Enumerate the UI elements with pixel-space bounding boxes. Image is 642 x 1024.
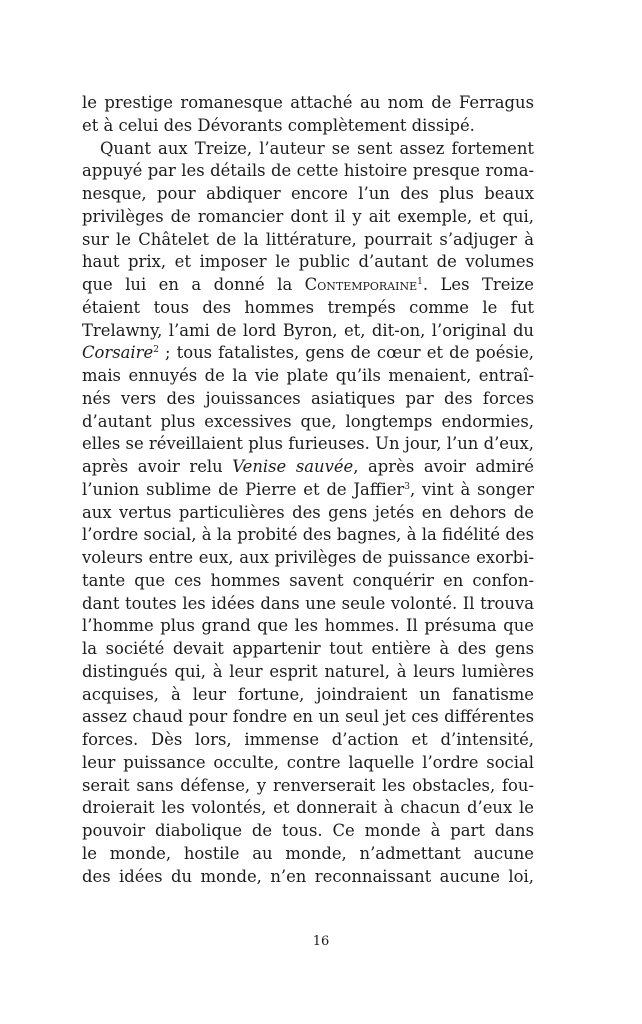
text-run: tante que ces hommes savent conquérir en confon- (82, 570, 534, 590)
text-run: droierait les volontés, et donnerait à chacun d’eux le (82, 798, 534, 818)
text-line (82, 138, 534, 161)
text-line (82, 866, 534, 889)
book-page-body (82, 92, 534, 888)
paragraph-text (82, 92, 534, 888)
footnote-marker: 1 (417, 277, 423, 287)
text-line (82, 729, 534, 752)
text-line (82, 524, 534, 547)
text-line (82, 388, 534, 411)
text-line (82, 229, 534, 252)
text-run: étaient tous des hommes trempés comme le fut (82, 297, 534, 317)
text-run: nés vers des jouissances asiatiques par des forces (82, 388, 534, 408)
text-run: la société devait appartenir tout entière à des gens (82, 639, 534, 658)
text-run: l’ordre social, à la probité des bagnes, à la fidélité des (82, 525, 534, 545)
text-line (82, 433, 534, 456)
text-line (82, 251, 534, 274)
text-line (82, 456, 534, 479)
text-line (82, 843, 534, 866)
text-line (82, 297, 534, 320)
text-run: voleurs entre eux, aux privilèges de puissance exorbi- (82, 548, 534, 567)
text-line (82, 365, 534, 388)
page-number: 16 (312, 934, 330, 949)
text-run: leur puissance occulte, contre laquelle l’ordre social (82, 752, 534, 772)
text-run: le monde, hostile au monde, n’admettant aucune (82, 843, 534, 863)
text-run: . Les Treize (422, 275, 535, 294)
text-run: elles se réveillaient plus furieuses. Un jour, l’un d’eux, (82, 434, 534, 454)
text-run: le prestige romanesque attaché au nom de Ferragus (82, 93, 534, 112)
text-run: , vint à songer (409, 479, 534, 499)
text-line (82, 411, 534, 434)
text-run: Trelawny, l’ami de lord Byron, et, dit-on, l’original du (82, 320, 534, 340)
text-line (82, 775, 534, 798)
text-line (82, 342, 534, 365)
text-run: privilèges de romancier dont il y ait exemple, et qui, (82, 206, 534, 226)
footnote-marker: 2 (153, 345, 159, 356)
text-run: serait sans défense, y renverserait les obstacles, fou- (82, 775, 534, 795)
text-run: aux vertus particulières des gens jetés en dehors de (82, 502, 534, 522)
text-line (82, 661, 534, 684)
text-run: mais ennuyés de la vie plate qu’ils menaient, entraî- (82, 366, 534, 385)
text-line (82, 797, 534, 820)
text-run: des idées du monde, n’en reconnaissant aucune loi, (82, 866, 534, 886)
text-line (82, 684, 534, 707)
text-run: pouvoir diabolique de tous. Ce monde à part dans (82, 821, 534, 840)
text-run: après avoir relu (82, 457, 233, 476)
text-run: , après avoir admiré (353, 457, 534, 476)
text-run: ; tous fatalistes, gens de cœur et de poésie, (158, 343, 534, 363)
text-line (82, 502, 534, 525)
small-caps-title: Contemporaine (304, 275, 418, 294)
text-run: appuyé par les détails de cette histoire presque roma- (82, 161, 534, 181)
italic-title: Corsaire (82, 343, 154, 363)
text-run: sur le Châtelet de la littérature, pourrait s’adjuger à (82, 229, 534, 249)
text-line (82, 615, 534, 638)
text-run: que lui en a donné la (82, 275, 305, 294)
text-run: Quant aux Treize, l’auteur se sent assez fortement (100, 138, 534, 158)
text-run: haut prix, et imposer le public d’autant de volumes (82, 252, 534, 272)
text-line (82, 820, 534, 843)
text-line (82, 274, 534, 297)
text-run: forces. Dès lors, immense d’action et d’intensité, (82, 730, 534, 749)
italic-title: Venise sauvée (232, 457, 354, 476)
text-line (82, 752, 534, 775)
text-run: dant toutes les idées dans une seule volonté. Il trouva (82, 593, 534, 613)
text-run: l’union sublime de Pierre et de Jaffier (82, 479, 405, 499)
text-run: distingués qui, à leur esprit naturel, à leurs lumières (82, 661, 534, 681)
text-line (82, 115, 534, 138)
text-run: d’autant plus excessives que, longtemps endormies, (82, 411, 534, 431)
text-line (82, 92, 534, 115)
footnote-marker: 3 (404, 481, 410, 492)
text-line (82, 160, 534, 183)
text-line (82, 706, 534, 729)
text-run: assez chaud pour fondre en un seul jet ces différentes (82, 707, 534, 727)
text-run: l’homme plus grand que les hommes. Il présuma que (82, 616, 534, 636)
text-run: et à celui des Dévorants complètement dissipé. (82, 115, 475, 135)
text-line (82, 206, 534, 229)
text-line (82, 183, 534, 206)
text-line (82, 547, 534, 570)
text-line (82, 320, 534, 343)
text-line (82, 638, 534, 661)
text-run: nesque, pour abdiquer encore l’un des plus beaux (82, 184, 534, 203)
text-line (82, 570, 534, 593)
text-line (82, 593, 534, 616)
text-run: acquises, à leur fortune, joindraient un fanatisme (82, 684, 534, 704)
text-line (82, 479, 534, 502)
